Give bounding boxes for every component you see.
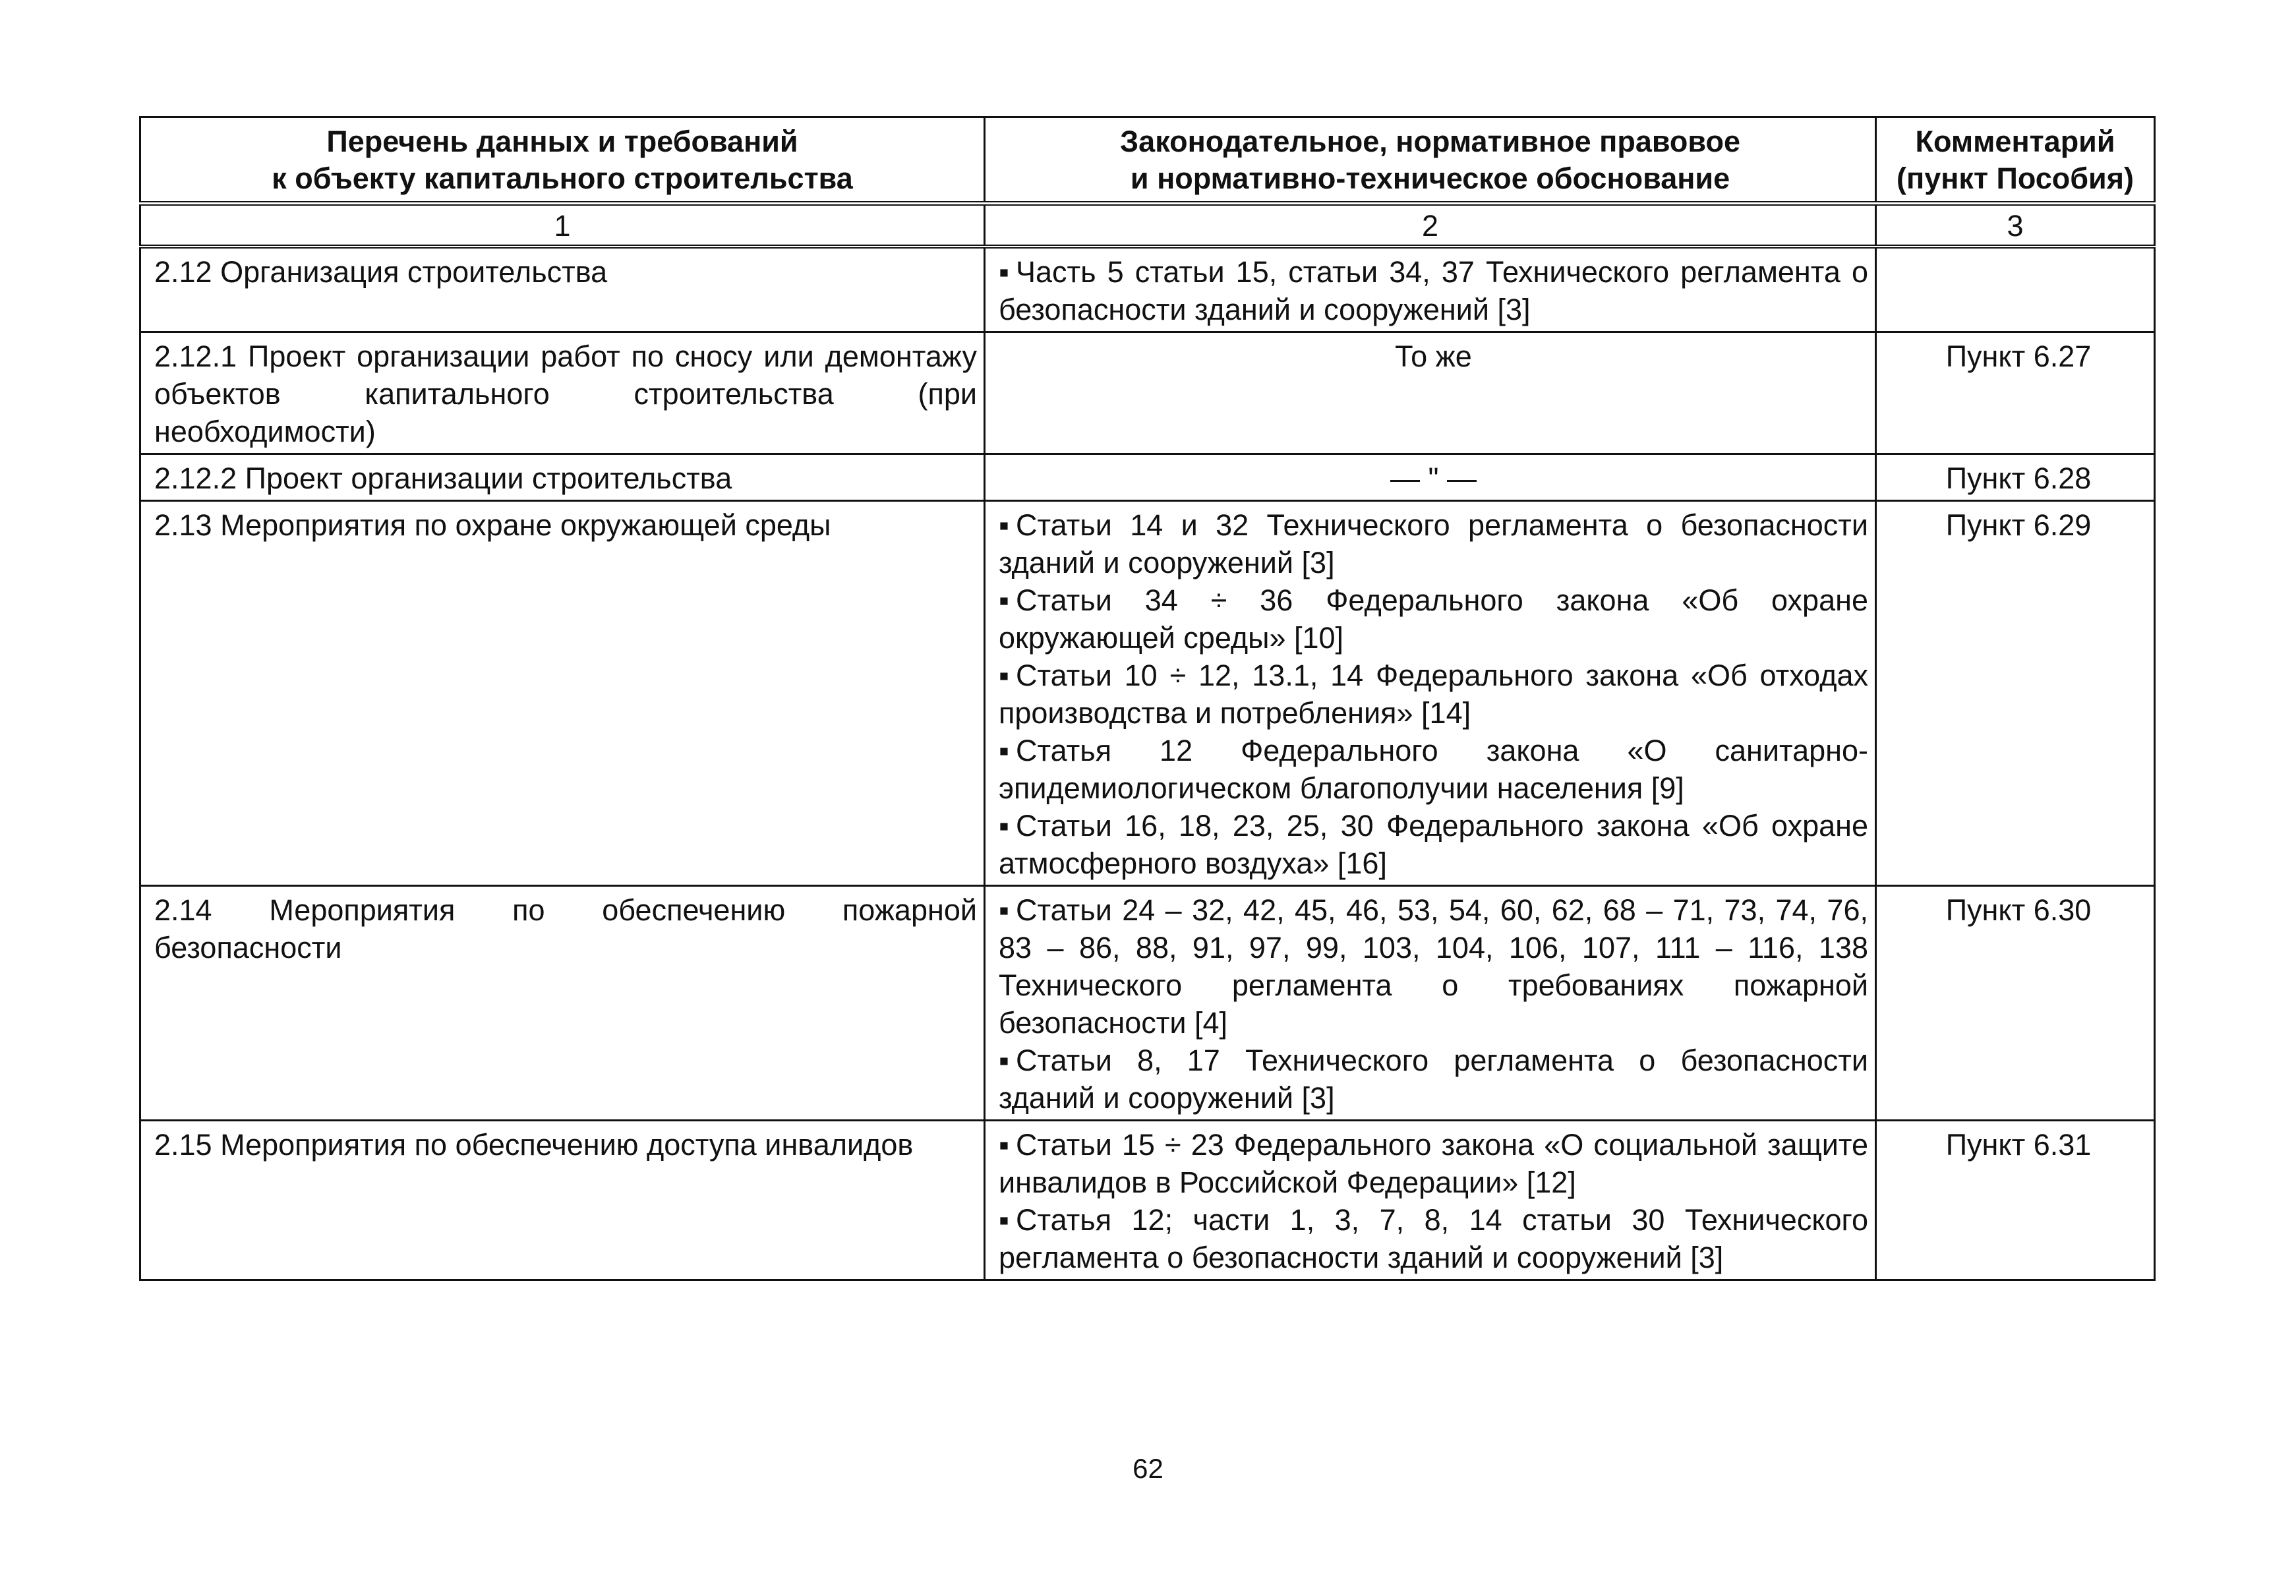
column-number: 2: [985, 204, 1876, 247]
bullet-icon: ▪: [999, 809, 1009, 842]
reference-text: Статьи 15 ÷ 23 Федерального закона «О социальной защите инвалидов в Российской Федерации» [12]: [999, 1128, 1868, 1199]
requirement-cell: 2.15 Мероприятия по обеспечению доступа инвалидов: [140, 1121, 985, 1280]
bullet-icon: ▪: [999, 508, 1009, 542]
requirement-cell: 2.13 Мероприятия по охране окружающей среды: [140, 501, 985, 886]
bullet-icon: ▪: [999, 659, 1009, 692]
comment-cell: Пункт 6.29: [1876, 501, 2155, 886]
table-row: [140, 501, 2155, 886]
requirement-cell: 2.14 Мероприятия по обеспечению пожарной безопасности: [140, 886, 985, 1121]
reference-text: Статьи 10 ÷ 12, 13.1, 14 Федерального закона «Об отходах производства и потребления» [14]: [999, 659, 1868, 730]
header-col-2-line-2: и нормативно-техническое обоснование: [1130, 162, 1730, 195]
reference-text: Часть 5 статьи 15, статьи 34, 37 Технического регламента о безопасности зданий и сооружений [3]: [999, 255, 1868, 326]
page-number: 62: [1133, 1453, 1163, 1484]
header-row: [140, 117, 2155, 204]
comment-cell: [1876, 247, 2155, 332]
reference-text: Статьи 24 – 32, 42, 45, 46, 53, 54, 60, 62, 68 – 71, 73, 74, 76, 83 – 86, 88, 91, 97, 99, 103, 104, 106, 107, 111 – 116, 138 Технического регламента о требованиях пожарной безопасности [4]: [999, 893, 1868, 1040]
table-row: [140, 247, 2155, 332]
bullet-icon: ▪: [999, 1044, 1009, 1077]
column-number: 3: [1876, 204, 2155, 247]
reference-item: [999, 657, 1868, 732]
header-col-1-line-1: Перечень данных и требований: [326, 125, 798, 158]
reference-cell: [985, 247, 1876, 332]
requirement-cell: 2.12.2 Проект организации строительства: [140, 454, 985, 501]
column-number: 1: [140, 204, 985, 247]
comment-cell: Пункт 6.28: [1876, 454, 2155, 501]
requirement-cell: 2.12 Организация строительства: [140, 247, 985, 332]
bullet-icon: ▪: [999, 734, 1009, 767]
header-col-3: [1876, 117, 2155, 204]
table-row: [140, 332, 2155, 454]
reference-item: [999, 732, 1868, 807]
bullet-icon: ▪: [999, 893, 1009, 927]
reference-item: [999, 891, 1868, 1042]
reference-cell: [985, 501, 1876, 886]
comment-cell: Пункт 6.31: [1876, 1121, 2155, 1280]
bullet-icon: ▪: [999, 583, 1009, 617]
reference-text: Статья 12; части 1, 3, 7, 8, 14 статьи 30 Технического регламента о безопасности зданий и сооружений [3]: [999, 1203, 1868, 1274]
reference-item: [999, 581, 1868, 657]
reference-cell: — " —: [985, 454, 1876, 501]
reference-item: [999, 506, 1868, 581]
reference-text: Статья 12 Федерального закона «О санитарно-эпидемиологическом благополучии населения [9]: [999, 734, 1868, 805]
reference-item: [999, 1201, 1868, 1276]
bullet-icon: ▪: [999, 1128, 1009, 1162]
reference-text: Статьи 8, 17 Технического регламента о безопасности зданий и сооружений [3]: [999, 1044, 1868, 1115]
reference-cell: [985, 1121, 1876, 1280]
reference-text: Статьи 14 и 32 Технического регламента о безопасности зданий и сооружений [3]: [999, 508, 1868, 579]
table-row: [140, 454, 2155, 501]
comment-cell: Пункт 6.27: [1876, 332, 2155, 454]
reference-cell: То же: [985, 332, 1876, 454]
bullet-icon: ▪: [999, 255, 1009, 289]
header-col-2-line-1: Законодательное, нормативное правовое: [1119, 125, 1740, 158]
requirements-table: [139, 116, 2156, 1281]
header-col-1-line-2: к объекту капитального строительства: [272, 162, 853, 195]
reference-text: Статьи 16, 18, 23, 25, 30 Федерального закона «Об охране атмосферного воздуха» [16]: [999, 809, 1868, 880]
table-row: [140, 886, 2155, 1121]
table-row: [140, 1121, 2155, 1280]
header-col-1: [140, 117, 985, 204]
reference-item: [999, 253, 1868, 328]
header-col-3-line-2: (пункт Пособия): [1897, 162, 2134, 195]
header-col-2: [985, 117, 1876, 204]
bullet-icon: ▪: [999, 1203, 1009, 1237]
reference-text: Статьи 34 ÷ 36 Федерального закона «Об охране окружающей среды» [10]: [999, 583, 1868, 655]
header-col-3-line-1: Комментарий: [1915, 125, 2115, 158]
reference-cell: [985, 886, 1876, 1121]
reference-item: [999, 1042, 1868, 1117]
requirement-cell: 2.12.1 Проект организации работ по сносу или демонтажу объектов капитального строительства (при необходимости): [140, 332, 985, 454]
reference-item: [999, 807, 1868, 882]
reference-item: [999, 1126, 1868, 1201]
comment-cell: Пункт 6.30: [1876, 886, 2155, 1121]
column-number-row: [140, 204, 2155, 247]
